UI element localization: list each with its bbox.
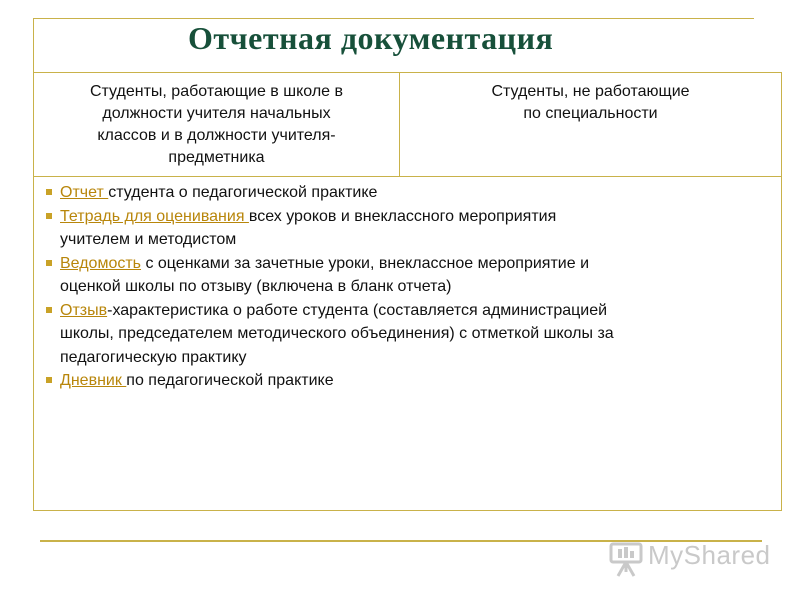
- review-link[interactable]: Отзыв: [60, 301, 108, 319]
- item-text: по педагогической практике: [126, 372, 334, 389]
- bullet-square-icon: [46, 260, 52, 266]
- list-item-assessment-notebook: [44, 205, 774, 252]
- diary-link[interactable]: Дневник: [60, 372, 127, 389]
- item-text: учителем и методистом: [60, 231, 237, 248]
- bullet-square-icon: [46, 307, 52, 313]
- list-item-review: [44, 299, 774, 370]
- documentation-table: [33, 72, 782, 511]
- grade-sheet-link[interactable]: Ведомость: [60, 254, 142, 272]
- item-text: с оценками за зачетные уроки, внеклассное мероприятие и: [141, 254, 590, 272]
- list-item-grade-sheet: [44, 252, 774, 299]
- myshared-logo-icon: [608, 538, 644, 578]
- item-text: -характеристика о работе студента (составляется администрацией: [107, 301, 608, 319]
- item-text: педагогическую практику: [60, 348, 247, 366]
- header-left-line: Студенты, работающие в школе в: [89, 83, 343, 100]
- header-right-line: Студенты, не работающие: [491, 83, 690, 100]
- bullet-square-icon: [46, 189, 52, 195]
- item-text: оценкой школы по отзыву (включена в бланк отчета): [60, 278, 452, 295]
- item-text: студента о педагогической практике: [108, 184, 378, 201]
- document-list: [44, 181, 774, 393]
- header-left-line: должности учителя начальных: [102, 105, 331, 122]
- bullet-square-icon: [46, 377, 52, 383]
- logo-text: MyShared: [648, 540, 771, 570]
- slide-title: Отчетная документация: [188, 20, 554, 56]
- bullet-square-icon: [46, 213, 52, 219]
- header-right-line: по специальности: [523, 105, 658, 122]
- table-header-row: [34, 73, 781, 177]
- list-item-diary: [44, 369, 774, 393]
- header-cell-nonworking-students: [400, 73, 781, 184]
- assessment-notebook-link[interactable]: Тетрадь для оценивания: [60, 207, 249, 225]
- header-left-line: предметника: [168, 149, 265, 166]
- header-cell-working-students: [34, 73, 400, 176]
- report-link[interactable]: Отчет: [60, 184, 109, 201]
- myshared-logo[interactable]: [608, 536, 771, 580]
- item-text: всех уроков и внеклассного мероприятия: [248, 207, 557, 225]
- list-item-report: [44, 181, 774, 205]
- item-text: школы, председателем методического объединения) с отметкой школы за: [60, 325, 614, 342]
- header-left-line: классов и в должности учителя-: [97, 127, 336, 144]
